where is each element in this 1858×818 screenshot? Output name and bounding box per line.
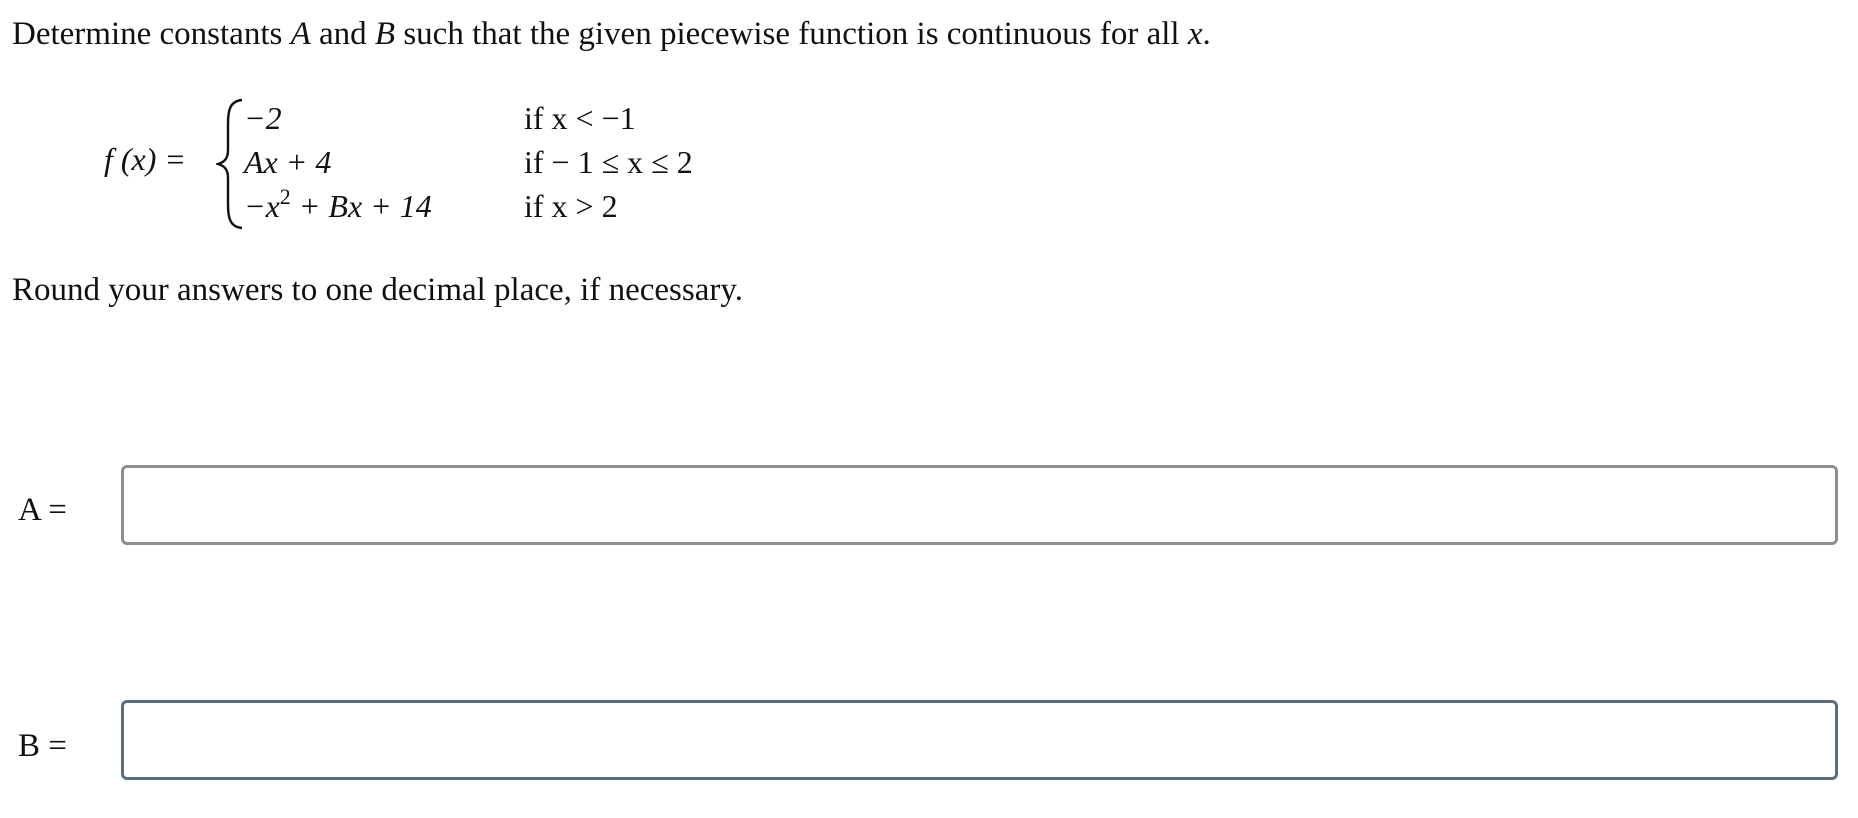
case-2-expression (244, 142, 331, 182)
prompt-text-and: and (310, 16, 375, 52)
variable-x: x (1187, 16, 1203, 52)
piecewise-function (104, 98, 804, 238)
prompt-period: . (1202, 16, 1211, 52)
left-brace-icon (216, 98, 246, 230)
case-3-condition: if x > 2 (524, 188, 618, 224)
question-prompt (12, 12, 1211, 56)
case-3-expression (244, 186, 432, 226)
answer-b-input[interactable] (121, 700, 1838, 780)
case-2-expr-main: Ax + 4 (244, 144, 332, 180)
case-1-expression (244, 98, 282, 138)
function-lhs: f (x) = (104, 141, 186, 177)
prompt-text-before: Determine constants (12, 16, 291, 52)
answer-a-label: A = (18, 492, 67, 528)
case-3-exponent: 2 (279, 184, 291, 209)
prompt-text-after: such that the given piecewise function is continuous for all (395, 16, 1188, 52)
answer-a-input[interactable] (121, 465, 1838, 545)
case-1-condition: if x < −1 (524, 100, 636, 136)
case-1-expr-main: −2 (244, 100, 282, 136)
rounding-instruction: Round your answers to one decimal place, if necessary. (12, 272, 743, 308)
case-2-condition: if − 1 ≤ x ≤ 2 (524, 144, 693, 180)
case-3-expr-main: −x (244, 188, 280, 224)
variable-b: B (374, 16, 396, 52)
case-3-expr-rest: + Bx + 14 (290, 188, 432, 224)
answer-b-label: B = (18, 728, 67, 764)
variable-a: A (290, 16, 311, 52)
